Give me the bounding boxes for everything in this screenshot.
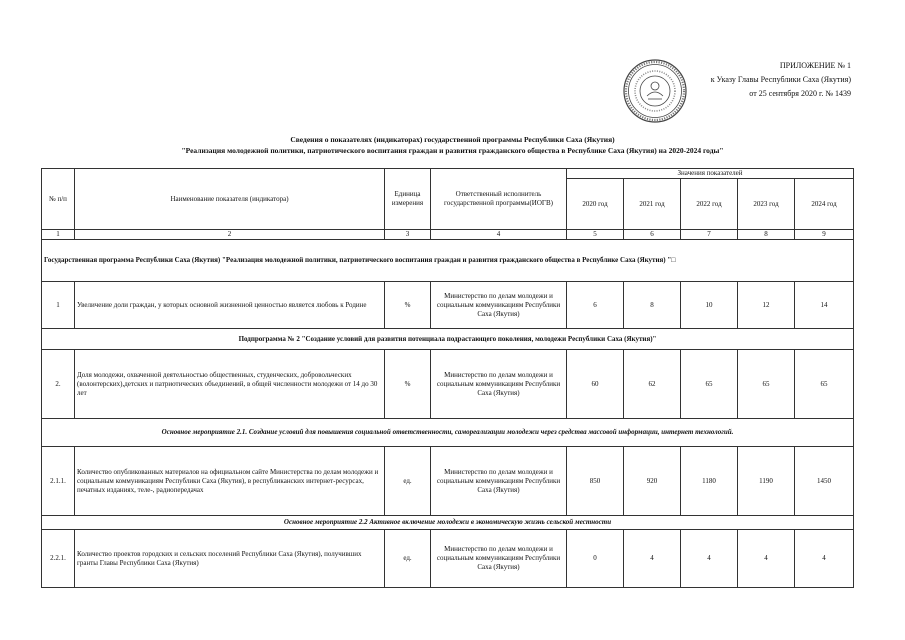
header-year-2023: 2023 год — [738, 179, 795, 230]
col-number: 3 — [385, 230, 431, 240]
row-indicator-name: Количество проектов городских и сельских поселений Республики Саха (Якутия), получивших гранты Главы Республики Саха (Якутия) — [75, 530, 385, 588]
header-row-top — [42, 169, 854, 179]
appendix-title: ПРИЛОЖЕНИЕ № 1 — [779, 61, 851, 70]
row-value-2024: 65 — [795, 350, 854, 419]
row-indicator-name: Увеличение доли граждан, у которых основной жизненной ценностью является любовь к Родине — [75, 282, 385, 329]
indicators-table — [41, 168, 854, 588]
header-year-2024: 2024 год — [795, 179, 854, 230]
col-number: 5 — [567, 230, 624, 240]
header-name: Наименование показателя (индикатора) — [75, 169, 385, 230]
document-subtitle: "Реализация молодежной политики, патриотического воспитания граждан и развития гражданского общества в Республике Саха (Якутия) на 2020-2024 годы" — [181, 146, 724, 155]
row-value-2023: 12 — [738, 282, 795, 329]
col-number: 6 — [624, 230, 681, 240]
col-number: 9 — [795, 230, 854, 240]
row-value-2020: 0 — [567, 530, 624, 588]
row-unit: ед. — [385, 447, 431, 516]
row-unit: % — [385, 282, 431, 329]
table-row — [42, 530, 854, 588]
row-executor: Министерство по делам молодежи и социальным коммуникациям Республики Саха (Якутия) — [431, 282, 567, 329]
measure-row — [42, 419, 854, 447]
row-value-2024: 14 — [795, 282, 854, 329]
col-number: 4 — [431, 230, 567, 240]
row-unit: % — [385, 350, 431, 419]
document-title: Сведения о показателях (индикаторах) государственной программы Республики Саха (Якутия) — [290, 135, 615, 144]
row-value-2024: 4 — [795, 530, 854, 588]
row-value-2022: 10 — [681, 282, 738, 329]
row-unit: ед. — [385, 530, 431, 588]
row-indicator-name: Количество опубликованных материалов на официальном сайте Министерства по делам молодежи и социальным коммуникациям Республики Саха (Якутия), в республиканских интернет-ресурсах, печатных изданиях, теле-, радиопередачах — [75, 447, 385, 516]
header-year-2020: 2020 год — [567, 179, 624, 230]
appendix-block — [711, 59, 851, 101]
measure-title: Основное мероприятие 2.1. Создание условий для повышения социальной ответственности, самореализации молодежи через средства массовой информации, интернет технологий. — [42, 419, 854, 447]
row-value-2021: 920 — [624, 447, 681, 516]
header-num: № п/п — [42, 169, 75, 230]
row-value-2023: 1190 — [738, 447, 795, 516]
col-number: 7 — [681, 230, 738, 240]
row-executor: Министерство по делам молодежи и социальным коммуникациям Республики Саха (Якутия) — [431, 447, 567, 516]
row-value-2021: 8 — [624, 282, 681, 329]
header-values-group: Значения показателей — [567, 169, 854, 179]
row-value-2020: 60 — [567, 350, 624, 419]
official-seal-stamp — [622, 58, 688, 124]
program-title: Государственная программа Республики Саха (Якутия) "Реализация молодежной политики, патриотического воспитания граждан и развития гражданского общества в Республике Саха (Якутия) "□ — [42, 240, 854, 282]
header-year-2021: 2021 год — [624, 179, 681, 230]
table-row — [42, 282, 854, 329]
header-unit: Единица измерения — [385, 169, 431, 230]
subprogram-title: Подпрограмма № 2 "Создание условий для развития потенциала подрастающего поколения, молодежи Республики Саха (Якутия)" — [42, 329, 854, 350]
row-value-2020: 850 — [567, 447, 624, 516]
row-num: 2. — [42, 350, 75, 419]
table-row — [42, 447, 854, 516]
subprogram-row — [42, 329, 854, 350]
row-value-2022: 1180 — [681, 447, 738, 516]
row-num: 2.2.1. — [42, 530, 75, 588]
row-value-2022: 65 — [681, 350, 738, 419]
col-number: 1 — [42, 230, 75, 240]
row-value-2023: 4 — [738, 530, 795, 588]
header-year-2022: 2022 год — [681, 179, 738, 230]
row-value-2023: 65 — [738, 350, 795, 419]
col-number: 8 — [738, 230, 795, 240]
row-num: 1 — [42, 282, 75, 329]
appendix-decree: к Указу Главы Республики Саха (Якутия) — [710, 75, 851, 84]
appendix-date: от 25 сентября 2020 г. № 1439 — [749, 89, 851, 98]
measure-row — [42, 516, 854, 530]
column-numbers-row — [42, 230, 854, 240]
header-executor: Ответственный исполнитель государственной программы(ИОГВ) — [431, 169, 567, 230]
row-value-2020: 6 — [567, 282, 624, 329]
table-row — [42, 350, 854, 419]
row-value-2021: 4 — [624, 530, 681, 588]
row-value-2024: 1450 — [795, 447, 854, 516]
row-indicator-name: Доля молодежи, охваченной деятельностью общественных, студенческих, добровольческих (волонтерских),детских и патриотических объединений, в общей численности молодежи от 14 до 30 лет — [75, 350, 385, 419]
col-number: 2 — [75, 230, 385, 240]
measure-title: Основное мероприятие 2.2 Активное включение молодежи в экономическую жизнь сельской местности — [42, 516, 854, 530]
row-executor: Министерство по делам молодежи и социальным коммуникациям Республики Саха (Якутия) — [431, 350, 567, 419]
program-row — [42, 240, 854, 282]
row-executor: Министерство по делам молодежи и социальным коммуникациям Республики Саха (Якутия) — [431, 530, 567, 588]
row-value-2021: 62 — [624, 350, 681, 419]
row-num: 2.1.1. — [42, 447, 75, 516]
row-value-2022: 4 — [681, 530, 738, 588]
